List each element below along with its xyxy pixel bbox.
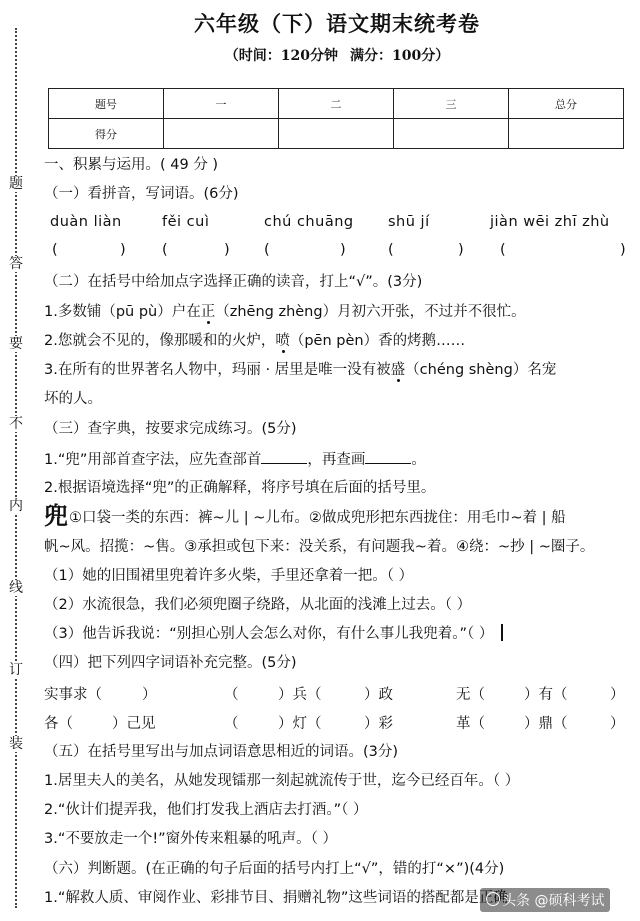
idiom-part: ）灯（ (278, 716, 322, 732)
paren: ) (458, 242, 464, 258)
q2-item-1 (44, 302, 526, 322)
idiom-part: ）彩 (364, 716, 393, 732)
q2-1-text: （zhēng zhèng）月初六开张，不过并不很忙。 (215, 304, 526, 320)
margin-char: 订 (9, 662, 23, 678)
margin-char: 线 (9, 580, 23, 596)
pinyin: fěi cuì (162, 214, 210, 230)
q3-definition-1 (44, 501, 566, 530)
score-input-cell[interactable] (394, 119, 509, 149)
dou-character: 兜 (44, 501, 68, 530)
score-cell: 二 (279, 89, 394, 119)
radical-blank[interactable] (261, 448, 307, 464)
paren: ) (120, 242, 126, 258)
q6-title: （六）判断题。(在正确的句子后面的括号内打上“√”，错的打“×”)(4分) (44, 861, 505, 877)
text-cursor (501, 624, 503, 641)
q2-title: （二）在括号中给加点字选择正确的读音，打上“√”。(3分) (44, 274, 423, 290)
q3-3-text: （3）他告诉我说：“别担心别人会怎么对你，有什么事儿我兜着。”（ ） (44, 626, 494, 642)
score-table-header-row (49, 89, 624, 119)
paren: ( (162, 242, 168, 258)
paren: ) (224, 242, 230, 258)
score-input-cell[interactable] (164, 119, 279, 149)
score-cell: 总分 (509, 89, 624, 119)
q3-1-text: 。 (411, 452, 426, 468)
q3-sentence-2: （2）水流很急，我们必须兜圈子绕路，从北面的浅滩上过去。（ ） (44, 597, 472, 613)
binding-dotted-line (15, 28, 17, 908)
q5-item-1: 1.居里夫人的美名，从她发现镭那一刻起就流传于世，迄今已经百年。（ ） (44, 773, 520, 789)
score-table (48, 88, 624, 149)
section-1-title: 一、积累与运用。( 49 分 ) (44, 157, 219, 173)
margin-char: 答 (9, 256, 23, 272)
margin-char: 内 (9, 498, 23, 514)
q5-item-3: 3.“不要放走一个!”窗外传来粗暴的吼声。（ ） (44, 831, 338, 847)
exam-time: （时间：120分钟 (224, 48, 338, 64)
watermark-text: 头条 @硕科考试 (502, 893, 605, 909)
q5-title: （五）在括号里写出与加点词语意思相近的词语。(3分) (44, 744, 399, 760)
q1-answer-row[interactable] (50, 242, 630, 262)
q2-item-3-cont: 坏的人。 (44, 391, 102, 407)
q2-item-3 (44, 360, 556, 380)
stroke-blank[interactable] (365, 448, 411, 464)
q3-definition-2: 帆~风。招揽：~售。③承担或包下来：没关系，有问题我~着。④绕：~抄 | ~圈子。 (44, 539, 595, 555)
q3-item-2: 2.根据语境选择“兜”的正确解释，将序号填在后面的括号里。 (44, 480, 436, 496)
binding-margin (0, 0, 34, 921)
idiom-part: 各（ (44, 716, 73, 732)
idiom-part: ） (610, 716, 625, 732)
pinyin: jiàn wēi zhī zhù (490, 214, 610, 230)
idiom-part: ）鼎（ (524, 716, 568, 732)
margin-char: 不 (9, 416, 23, 432)
score-cell: 一 (164, 89, 279, 119)
idiom-part: （ (224, 716, 239, 732)
margin-char: 装 (9, 736, 23, 752)
q2-1-dotted-char: 正 (200, 304, 216, 320)
q2-1-text: 1.多数铺（pū pù）户在 (44, 304, 201, 320)
score-cell: 题号 (49, 89, 164, 119)
q3-sentence-3 (44, 624, 503, 644)
q2-2-text: （pēn pèn）香的烤鹅…… (289, 333, 466, 349)
idiom-part: （ (224, 687, 239, 703)
pinyin: shū jí (388, 214, 430, 230)
exam-subtitle (44, 45, 630, 65)
paren: ( (500, 242, 506, 258)
idiom-part: 革（ (456, 716, 485, 732)
q2-3-dotted-char: 盛 (390, 362, 406, 378)
watermark-icon (486, 892, 500, 906)
q6-item-1: 1.“解救人质、审阅作业、彩排节目、捐赠礼物”这些词语的搭配都是正确 (44, 890, 508, 906)
q2-2-dotted-char: 喷 (275, 333, 290, 349)
paren: ) (340, 242, 346, 258)
idiom-part: ）政 (364, 687, 393, 703)
score-cell: 得分 (49, 119, 164, 149)
score-cell: 三 (394, 89, 509, 119)
q4-title: （四）把下列四字词语补充完整。(5分) (44, 655, 297, 671)
margin-char: 题 (9, 176, 23, 192)
score-input-cell[interactable] (279, 119, 394, 149)
q2-3-text: 3.在所有的世界著名人物中，玛丽 · 居里是唯一没有被 (44, 362, 391, 378)
q5-item-2: 2.“伙计们提弄我，他们打发我上酒店去打酒。”（ ） (44, 802, 368, 818)
idiom-part: ）己见 (112, 716, 156, 732)
pinyin: duàn liàn (50, 214, 122, 230)
margin-char: 要 (9, 336, 23, 352)
idiom-part: 无（ (456, 687, 485, 703)
score-table-score-row (49, 119, 624, 149)
idiom-part: 实事求（ (44, 687, 102, 703)
q1-title: （一）看拼音，写词语。(6分) (44, 186, 239, 202)
idiom-part: ）兵（ (278, 687, 322, 703)
watermark (480, 888, 610, 912)
paren: ( (264, 242, 270, 258)
q3-title: （三）查字典，按要求完成练习。(5分) (44, 421, 297, 437)
q3-1-text: 1.“兜”用部首查字法，应先查部首 (44, 452, 262, 468)
definition-text: ①口袋一类的东西：裤~儿 | ~儿布。②做成兜形把东西拢住：用毛巾~着 | 船 (69, 510, 566, 526)
pinyin: chú chuāng (264, 214, 354, 230)
q3-item-1 (44, 448, 426, 470)
paren: ( (388, 242, 394, 258)
q1-pinyin-row (50, 214, 630, 234)
q4-row-1 (44, 683, 630, 703)
q3-1-text: ，再查画 (307, 452, 366, 468)
idiom-part: ） (142, 687, 157, 703)
exam-title: 六年级（下）语文期末统考卷 (194, 11, 480, 36)
q2-item-2 (44, 331, 465, 351)
score-input-cell[interactable] (509, 119, 624, 149)
q2-2-text: 2.您就会不见的，像那暖和的火炉， (44, 333, 276, 349)
idiom-part: ）有（ (524, 687, 568, 703)
idiom-part: ） (610, 687, 625, 703)
q3-sentence-1: （1）她的旧围裙里兜着许多火柴，手里还拿着一把。（ ） (44, 568, 414, 584)
q4-row-2 (44, 712, 630, 732)
exam-full-score: 满分：100分） (350, 48, 450, 64)
paren: ) (620, 242, 626, 258)
q2-3-text: （chéng shèng）名宠 (405, 362, 557, 378)
paren: ( (52, 242, 58, 258)
